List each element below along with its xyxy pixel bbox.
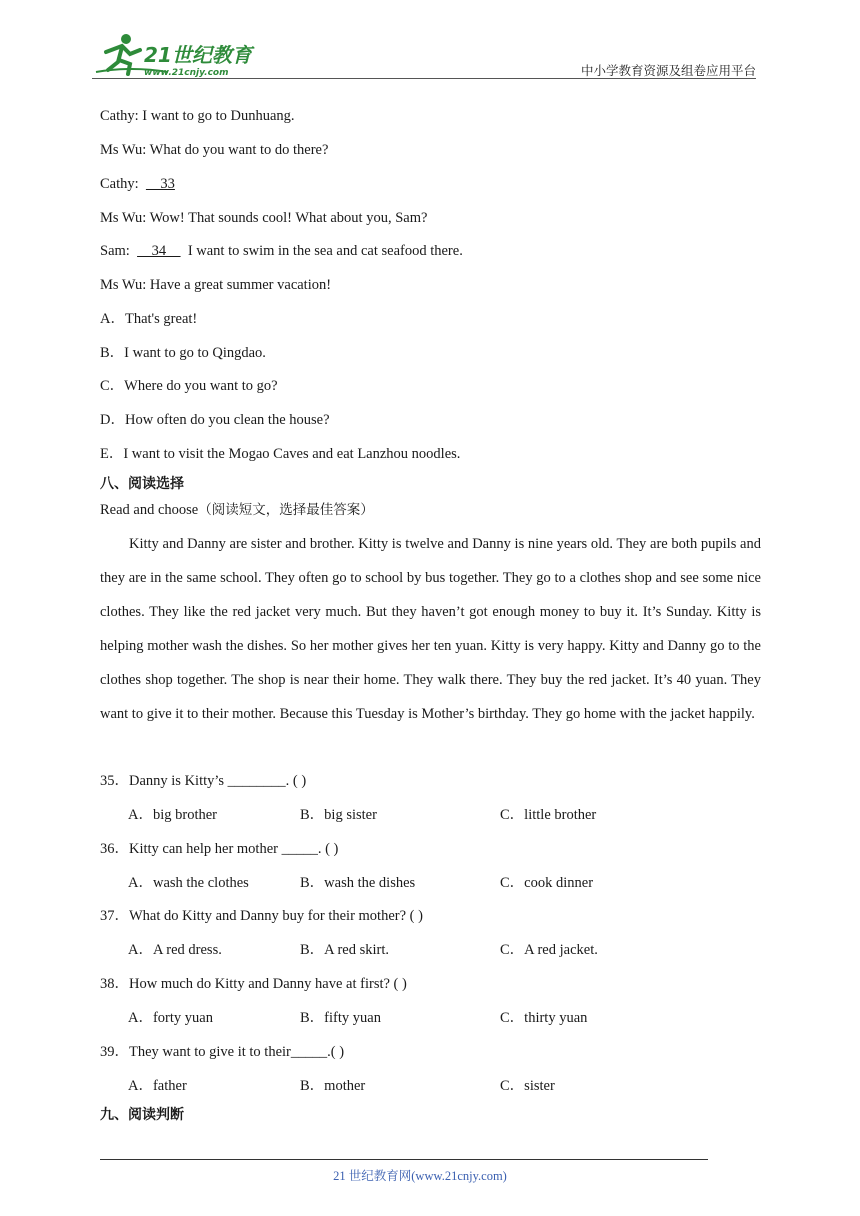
option-a[interactable]: A．wash the clothes xyxy=(128,875,249,891)
option-a[interactable]: A．father xyxy=(128,1078,187,1094)
option-b[interactable]: B．fifty yuan xyxy=(300,1010,381,1026)
option-b[interactable]: B．A red skirt. xyxy=(300,942,390,958)
footer-link[interactable]: 21 世纪教育网(www.21cnjy.com) xyxy=(333,1169,507,1183)
dialogue-line: Ms Wu: What do you want to do there? xyxy=(100,142,329,158)
site-logo xyxy=(92,32,262,78)
choice-option: E．I want to visit the Mogao Caves and eat Lanzhou noodles. xyxy=(100,446,461,462)
speaker: Cathy: xyxy=(100,176,146,192)
choice-option: A．That's great! xyxy=(100,311,198,327)
option-b[interactable]: B．big sister xyxy=(300,807,377,823)
option-a[interactable]: A．big brother xyxy=(128,807,217,823)
option-c[interactable]: C．cook dinner xyxy=(500,875,594,891)
section-title: 八、阅读选择 xyxy=(100,476,184,492)
option-a[interactable]: A．forty yuan xyxy=(128,1010,213,1026)
speaker: Sam: xyxy=(100,243,138,259)
instruction-cn: （阅读短文，选择最佳答案） xyxy=(198,502,374,518)
dialogue-line xyxy=(100,242,463,260)
option-b[interactable]: B．wash the dishes xyxy=(300,875,416,891)
question-35: 35．Danny is Kitty’s ________. ( ) xyxy=(100,773,307,789)
section-title: 九、阅读判断 xyxy=(100,1107,184,1123)
answer-blank-34[interactable]: 34 xyxy=(137,243,181,259)
logo-url: www.21cnjy.com xyxy=(144,68,229,78)
option-c[interactable]: C．A red jacket. xyxy=(500,942,598,958)
dialogue-text: I want to swim in the sea and cat seafood there. xyxy=(180,243,463,259)
question-36: 36．Kitty can help her mother _____. ( ) xyxy=(100,841,339,857)
footer-divider xyxy=(100,1159,708,1160)
logo-text: 21世纪教育 xyxy=(144,43,252,67)
header-divider xyxy=(92,78,756,79)
question-38: 38．How much do Kitty and Danny have at first? ( ) xyxy=(100,976,407,992)
choice-option: B．I want to go to Qingdao. xyxy=(100,345,266,361)
dialogue-line: Ms Wu: Have a great summer vacation! xyxy=(100,277,332,293)
question-39: 39．They want to give it to their_____.( ) xyxy=(100,1044,345,1060)
choice-option: C．Where do you want to go? xyxy=(100,378,278,394)
question-37: 37．What do Kitty and Danny buy for their mother? ( ) xyxy=(100,908,423,924)
runner-logo-icon xyxy=(92,32,262,78)
reading-passage: Kitty and Danny are sister and brother. Kitty is twelve and Danny is nine years old. They are both pupils and they are in the same school. They often go to school by bus together. They go to a clothes shop and see some nice clothes. They like the red jacket very much. But they haven’t got enough money to buy it. It’s Sunday. Kitty is helping mother wash the dishes. So her mother gives her ten yuan. Kitty is very happy. Kitty and Danny go to the clothes shop together. The shop is near their home. They walk there. They buy the red jacket. It’s 40 yuan. They want to give it to their mother. Because this Tuesday is Mother’s birthday. They go home with the jacket happily. xyxy=(100,536,761,722)
option-b[interactable]: B．mother xyxy=(300,1078,366,1094)
dialogue-line xyxy=(100,175,175,193)
choice-option: D．How often do you clean the house? xyxy=(100,412,330,428)
dialogue-line: Ms Wu: Wow! That sounds cool! What about you, Sam? xyxy=(100,210,428,226)
platform-title: 中小学教育资源及组卷应用平台 xyxy=(580,63,756,78)
option-c[interactable]: C．sister xyxy=(500,1078,555,1094)
option-a[interactable]: A．A red dress. xyxy=(128,942,222,958)
section-instruction xyxy=(100,501,374,519)
dialogue-line: Cathy: I want to go to Dunhuang. xyxy=(100,108,295,124)
instruction-en: Read and choose xyxy=(100,502,199,518)
option-c[interactable]: C．little brother xyxy=(500,807,597,823)
option-c[interactable]: C．thirty yuan xyxy=(500,1010,588,1026)
answer-blank-33[interactable]: 33 xyxy=(145,176,175,192)
